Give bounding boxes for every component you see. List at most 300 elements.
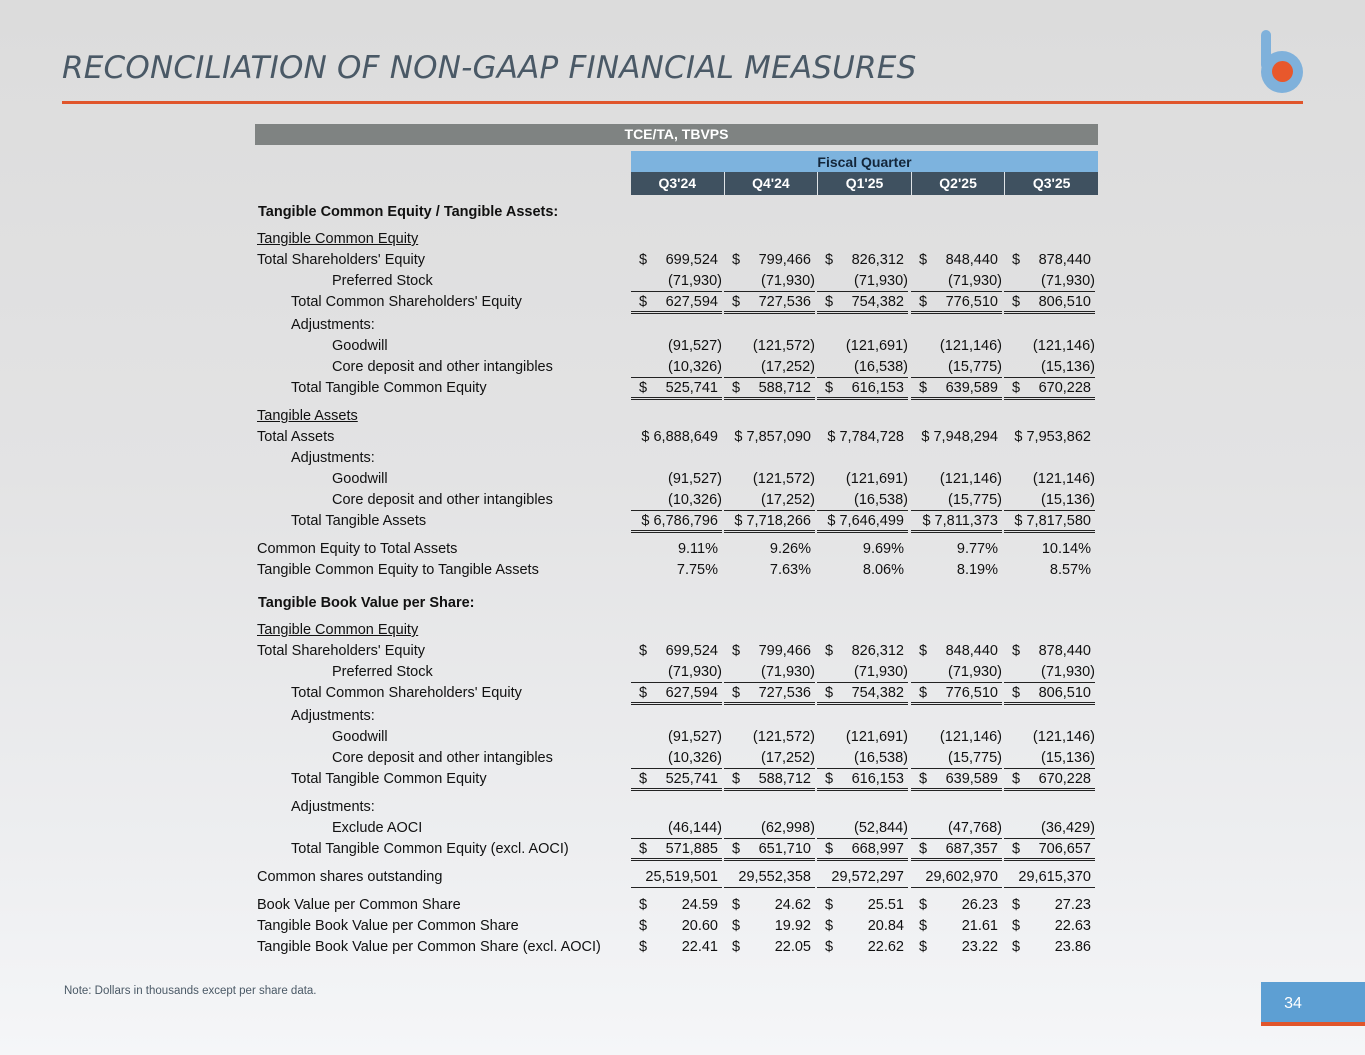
cell-value: (121,691)	[845, 729, 908, 745]
cell-value: 826,312	[851, 643, 904, 659]
row-label: Total Common Shareholders' Equity	[291, 294, 522, 310]
cell-value: 7.63%	[769, 562, 811, 578]
cell-value: 25,519,501	[645, 869, 718, 885]
dollar-sign: $	[1012, 918, 1021, 934]
value-cell	[631, 427, 722, 448]
value-cell	[631, 895, 722, 916]
value-cell	[911, 511, 1002, 533]
value-cell	[911, 427, 1002, 448]
row-label: Tangible Book Value per Common Share (excl. AOCI)	[257, 939, 601, 955]
cell-value: 627,594	[665, 294, 718, 310]
table-row	[0, 620, 1365, 641]
value-cell	[1004, 427, 1095, 448]
value-cell	[631, 769, 722, 791]
cell-value: 754,382	[851, 685, 904, 701]
value-cell	[817, 490, 908, 511]
value-cell	[817, 641, 908, 662]
table-row	[0, 662, 1365, 683]
value-cell	[724, 641, 815, 662]
value-cell	[911, 895, 1002, 916]
cell-value: 21.61	[961, 918, 998, 934]
value-cell	[724, 336, 815, 357]
cell-value: (52,844)	[853, 820, 908, 836]
value-cell	[1004, 662, 1095, 683]
page-number-underline	[1261, 1022, 1365, 1026]
cell-value: 639,589	[945, 380, 998, 396]
value-cell	[1004, 469, 1095, 490]
cell-value: (121,691)	[845, 338, 908, 354]
cell-value: (15,775)	[947, 359, 1002, 375]
value-cell	[817, 818, 908, 839]
table-row	[0, 593, 1365, 614]
value-cell	[1004, 867, 1095, 888]
value-cell	[1004, 916, 1095, 937]
value-cell	[1004, 683, 1095, 705]
value-cell	[631, 378, 722, 400]
value-cell	[1004, 839, 1095, 861]
company-logo	[1258, 30, 1304, 94]
value-cell	[631, 839, 722, 861]
cell-value: (71,930)	[947, 273, 1002, 289]
cell-value: (62,998)	[760, 820, 815, 836]
cell-value: 706,657	[1038, 841, 1091, 857]
cell-value: (71,930)	[667, 664, 722, 680]
cell-value: $ 7,948,294	[921, 429, 998, 445]
cell-value: (17,252)	[760, 359, 815, 375]
dollar-sign: $	[639, 294, 648, 310]
dollar-sign: $	[919, 918, 928, 934]
cell-value: 627,594	[665, 685, 718, 701]
cell-value: (10,326)	[667, 750, 722, 766]
cell-value: 668,997	[851, 841, 904, 857]
value-cell	[911, 292, 1002, 314]
cell-value: 848,440	[945, 643, 998, 659]
dollar-sign: $	[732, 897, 741, 913]
dollar-sign: $	[825, 294, 834, 310]
value-cell	[817, 937, 908, 958]
cell-value: 754,382	[851, 294, 904, 310]
page-number-box	[1261, 982, 1365, 1026]
value-cell	[911, 250, 1002, 271]
cell-value: (71,930)	[1040, 273, 1095, 289]
dollar-sign: $	[732, 380, 741, 396]
value-cell	[631, 539, 722, 560]
cell-value: (46,144)	[667, 820, 722, 836]
cell-value: 826,312	[851, 252, 904, 268]
cell-value: 9.26%	[769, 541, 811, 557]
cell-value: 670,228	[1038, 380, 1091, 396]
cell-value: 878,440	[1038, 643, 1091, 659]
value-cell	[911, 839, 1002, 861]
cell-value: (121,572)	[752, 729, 815, 745]
value-cell	[724, 560, 815, 581]
value-cell	[911, 357, 1002, 378]
dollar-sign: $	[919, 685, 928, 701]
value-cell	[1004, 641, 1095, 662]
value-cell	[1004, 727, 1095, 748]
cell-value: (121,146)	[1032, 338, 1095, 354]
cell-value: 29,615,370	[1018, 869, 1091, 885]
table-row	[0, 769, 1365, 790]
page-number: 34	[1284, 995, 1302, 1012]
row-label: Tangible Common Equity / Tangible Assets:	[258, 204, 559, 220]
value-cell	[631, 469, 722, 490]
row-label: Core deposit and other intangibles	[332, 359, 553, 375]
cell-value: 27.23	[1054, 897, 1091, 913]
value-cell	[817, 357, 908, 378]
row-label: Preferred Stock	[332, 273, 433, 289]
value-cell	[1004, 271, 1095, 292]
cell-value: 9.11%	[677, 541, 718, 557]
cell-value: 7.75%	[676, 562, 718, 578]
value-cell	[631, 937, 722, 958]
row-label: Tangible Book Value per Common Share	[257, 918, 519, 934]
cell-value: (121,146)	[1032, 471, 1095, 487]
dollar-sign: $	[639, 897, 648, 913]
row-label: Common Equity to Total Assets	[257, 541, 458, 557]
value-cell	[1004, 539, 1095, 560]
value-cell	[724, 839, 815, 861]
table-row	[0, 818, 1365, 839]
value-cell	[631, 271, 722, 292]
value-cell	[1004, 511, 1095, 533]
value-cell	[724, 250, 815, 271]
value-cell	[911, 336, 1002, 357]
row-label: Book Value per Common Share	[257, 897, 461, 913]
row-label: Total Shareholders' Equity	[257, 252, 426, 268]
cell-value: (16,538)	[853, 359, 908, 375]
value-cell	[724, 292, 815, 314]
cell-value: $ 7,646,499	[827, 513, 904, 529]
value-cell	[1004, 937, 1095, 958]
table-row	[0, 867, 1365, 888]
row-label: Adjustments:	[291, 708, 375, 724]
cell-value: 699,524	[665, 643, 718, 659]
cell-value: 799,466	[758, 643, 811, 659]
dollar-sign: $	[732, 252, 741, 268]
cell-value: 848,440	[945, 252, 998, 268]
row-label: Goodwill	[332, 729, 388, 745]
value-cell	[1004, 818, 1095, 839]
row-label: Tangible Common Equity to Tangible Assets	[257, 562, 539, 578]
dollar-sign: $	[919, 841, 928, 857]
dollar-sign: $	[919, 939, 928, 955]
cell-value: (15,775)	[947, 750, 1002, 766]
cell-value: 9.77%	[956, 541, 998, 557]
value-cell	[1004, 336, 1095, 357]
value-cell	[911, 378, 1002, 400]
value-cell	[1004, 769, 1095, 791]
table-row	[0, 469, 1365, 490]
dollar-sign: $	[825, 918, 834, 934]
value-cell	[817, 271, 908, 292]
value-cell	[724, 937, 815, 958]
row-label: Preferred Stock	[332, 664, 433, 680]
value-cell	[631, 916, 722, 937]
table-row	[0, 406, 1365, 427]
value-cell	[817, 662, 908, 683]
value-cell	[631, 490, 722, 511]
row-label: Common shares outstanding	[257, 869, 443, 885]
row-label: Tangible Book Value per Share:	[258, 595, 475, 611]
dollar-sign: $	[919, 771, 928, 787]
value-cell	[911, 867, 1002, 888]
value-cell	[631, 336, 722, 357]
cell-value: 525,741	[665, 380, 718, 396]
row-label: Total Tangible Assets	[291, 513, 427, 529]
logo-dot	[1272, 61, 1293, 82]
dollar-sign: $	[639, 841, 648, 857]
dollar-sign: $	[732, 841, 741, 857]
table-row	[0, 683, 1365, 704]
cell-value: (15,136)	[1040, 750, 1095, 766]
value-cell	[911, 469, 1002, 490]
cell-value: 24.62	[774, 897, 811, 913]
table-row	[0, 511, 1365, 532]
value-cell	[817, 769, 908, 791]
value-cell	[631, 727, 722, 748]
dollar-sign: $	[1012, 294, 1021, 310]
dollar-sign: $	[732, 939, 741, 955]
row-label: Total Tangible Common Equity (excl. AOCI)	[291, 841, 569, 857]
value-cell	[631, 560, 722, 581]
cell-value: (16,538)	[853, 492, 908, 508]
cell-value: (71,930)	[947, 664, 1002, 680]
row-label: Tangible Assets	[257, 408, 358, 424]
value-cell	[724, 271, 815, 292]
row-label: Tangible Common Equity	[257, 231, 419, 247]
cell-value: 22.41	[681, 939, 718, 955]
dollar-sign: $	[825, 252, 834, 268]
cell-value: 806,510	[1038, 294, 1091, 310]
value-cell	[1004, 292, 1095, 314]
dollar-sign: $	[1012, 380, 1021, 396]
value-cell	[911, 539, 1002, 560]
value-cell	[911, 818, 1002, 839]
value-cell	[911, 769, 1002, 791]
table-row	[0, 357, 1365, 378]
cell-value: (15,136)	[1040, 492, 1095, 508]
value-cell	[631, 292, 722, 314]
cell-value: 571,885	[665, 841, 718, 857]
dollar-sign: $	[1012, 771, 1021, 787]
value-cell	[724, 539, 815, 560]
cell-value: $ 7,784,728	[827, 429, 904, 445]
cell-value: (121,572)	[752, 338, 815, 354]
value-cell	[911, 662, 1002, 683]
dollar-sign: $	[639, 643, 648, 659]
row-label: Exclude AOCI	[332, 820, 423, 836]
value-cell	[1004, 490, 1095, 511]
cell-value: (36,429)	[1040, 820, 1095, 836]
value-cell	[631, 867, 722, 888]
page-title: RECONCILIATION OF NON-GAAP FINANCIAL MEASURES	[62, 50, 917, 86]
value-cell	[817, 560, 908, 581]
dollar-sign: $	[732, 771, 741, 787]
table-row	[0, 336, 1365, 357]
cell-value: (10,326)	[667, 492, 722, 508]
cell-value: 22.05	[774, 939, 811, 955]
cell-value: 616,153	[851, 771, 904, 787]
dollar-sign: $	[919, 643, 928, 659]
cell-value: (71,930)	[853, 273, 908, 289]
value-cell	[631, 357, 722, 378]
cell-value: $ 6,786,796	[641, 513, 718, 529]
cell-value: (71,930)	[853, 664, 908, 680]
value-cell	[817, 916, 908, 937]
table-row	[0, 539, 1365, 560]
cell-value: 24.59	[681, 897, 718, 913]
quarter-header-row	[631, 172, 1098, 195]
value-cell	[631, 683, 722, 705]
value-cell	[1004, 895, 1095, 916]
table-row	[0, 378, 1365, 399]
value-cell	[724, 469, 815, 490]
value-cell	[1004, 250, 1095, 271]
value-cell	[631, 641, 722, 662]
cell-value: (121,691)	[845, 471, 908, 487]
cell-value: (121,146)	[939, 729, 1002, 745]
dollar-sign: $	[1012, 841, 1021, 857]
value-cell	[817, 539, 908, 560]
value-cell	[817, 336, 908, 357]
dollar-sign: $	[919, 380, 928, 396]
table-row	[0, 427, 1365, 448]
dollar-sign: $	[732, 294, 741, 310]
cell-value: 776,510	[945, 685, 998, 701]
value-cell	[724, 769, 815, 791]
cell-value: 699,524	[665, 252, 718, 268]
cell-value: (121,572)	[752, 471, 815, 487]
cell-value: 878,440	[1038, 252, 1091, 268]
cell-value: 19.92	[774, 918, 811, 934]
dollar-sign: $	[1012, 643, 1021, 659]
cell-value: 687,357	[945, 841, 998, 857]
value-cell	[817, 867, 908, 888]
quarter-header: Q3'24	[631, 172, 724, 195]
row-label: Tangible Common Equity	[257, 622, 419, 638]
cell-value: 22.62	[867, 939, 904, 955]
cell-value: 525,741	[665, 771, 718, 787]
table-row	[0, 797, 1365, 818]
table-row	[0, 250, 1365, 271]
value-cell	[724, 427, 815, 448]
cell-value: (91,527)	[667, 729, 722, 745]
dollar-sign: $	[825, 685, 834, 701]
cell-value: 639,589	[945, 771, 998, 787]
cell-value: (16,538)	[853, 750, 908, 766]
table-row	[0, 748, 1365, 769]
value-cell	[817, 683, 908, 705]
row-label: Total Common Shareholders' Equity	[291, 685, 522, 701]
cell-value: 799,466	[758, 252, 811, 268]
table-row	[0, 292, 1365, 313]
cell-value: $ 7,857,090	[734, 429, 811, 445]
value-cell	[631, 748, 722, 769]
cell-value: (91,527)	[667, 338, 722, 354]
dollar-sign: $	[732, 918, 741, 934]
cell-value: (91,527)	[667, 471, 722, 487]
cell-value: 20.60	[681, 918, 718, 934]
row-label: Total Assets	[257, 429, 335, 445]
value-cell	[724, 490, 815, 511]
cell-value: (71,930)	[1040, 664, 1095, 680]
dollar-sign: $	[825, 771, 834, 787]
dollar-sign: $	[825, 897, 834, 913]
value-cell	[1004, 560, 1095, 581]
cell-value: (121,146)	[1032, 729, 1095, 745]
dollar-sign: $	[825, 939, 834, 955]
dollar-sign: $	[825, 380, 834, 396]
cell-value: 806,510	[1038, 685, 1091, 701]
dollar-sign: $	[732, 685, 741, 701]
value-cell	[724, 818, 815, 839]
value-cell	[817, 469, 908, 490]
value-cell	[911, 683, 1002, 705]
table-row	[0, 202, 1365, 223]
row-label: Adjustments:	[291, 450, 375, 466]
cell-value: $ 7,718,266	[734, 513, 811, 529]
dollar-sign: $	[1012, 685, 1021, 701]
value-cell	[724, 511, 815, 533]
cell-value: 727,536	[758, 294, 811, 310]
dollar-sign: $	[1012, 252, 1021, 268]
dollar-sign: $	[825, 643, 834, 659]
value-cell	[911, 490, 1002, 511]
cell-value: 588,712	[758, 380, 811, 396]
value-cell	[724, 916, 815, 937]
value-cell	[817, 839, 908, 861]
dollar-sign: $	[919, 294, 928, 310]
footnote: Note: Dollars in thousands except per share data.	[64, 985, 317, 997]
row-label: Adjustments:	[291, 799, 375, 815]
value-cell	[724, 378, 815, 400]
cell-value: (17,252)	[760, 750, 815, 766]
cell-value: (71,930)	[760, 664, 815, 680]
value-cell	[911, 937, 1002, 958]
value-cell	[724, 683, 815, 705]
value-cell	[631, 250, 722, 271]
value-cell	[724, 662, 815, 683]
value-cell	[724, 727, 815, 748]
cell-value: 616,153	[851, 380, 904, 396]
value-cell	[817, 748, 908, 769]
cell-value: (15,775)	[947, 492, 1002, 508]
value-cell	[817, 378, 908, 400]
quarter-header: Q3'25	[1004, 172, 1098, 195]
table-row	[0, 448, 1365, 469]
table-row	[0, 271, 1365, 292]
quarter-header: Q4'24	[724, 172, 818, 195]
cell-value: (121,146)	[939, 338, 1002, 354]
row-label: Total Tangible Common Equity	[291, 771, 487, 787]
value-cell	[724, 748, 815, 769]
cell-value: (47,768)	[947, 820, 1002, 836]
fiscal-quarter-header: Fiscal Quarter	[631, 151, 1098, 172]
quarter-header: Q1'25	[817, 172, 911, 195]
cell-value: 8.57%	[1049, 562, 1091, 578]
cell-value: 29,552,358	[738, 869, 811, 885]
dollar-sign: $	[919, 252, 928, 268]
value-cell	[817, 250, 908, 271]
value-cell	[817, 727, 908, 748]
table-row	[0, 560, 1365, 581]
row-label: Adjustments:	[291, 317, 375, 333]
value-cell	[911, 641, 1002, 662]
value-cell	[817, 895, 908, 916]
cell-value: 8.06%	[862, 562, 904, 578]
cell-value: (15,136)	[1040, 359, 1095, 375]
